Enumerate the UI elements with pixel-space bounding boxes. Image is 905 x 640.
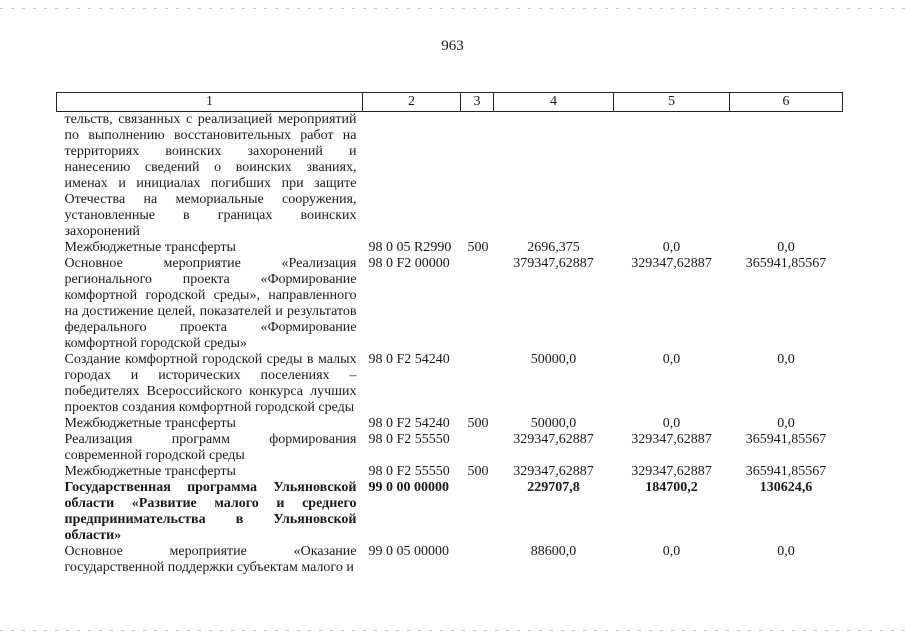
row-amount-1: 379347,62887 — [513, 256, 594, 271]
scan-edge-top — [0, 8, 905, 9]
table-row — [57, 112, 843, 241]
row-amount-1: 2696,375 — [527, 240, 580, 255]
column-header: 4 — [494, 93, 614, 112]
row-amount-2: 329347,62887 — [631, 432, 712, 447]
table-row — [57, 544, 843, 576]
row-code-cell — [363, 112, 461, 241]
row-amount-3: 0,0 — [777, 352, 795, 367]
row-name-cell: Межбюджетные трансферты — [64, 240, 236, 255]
row-amount-3: 365941,85567 — [745, 432, 827, 447]
row-name-cell: Реализация программ формирования современной городской среды — [64, 432, 357, 463]
row-amount-2: 329347,62887 — [631, 256, 712, 271]
row-amount-3: 365941,85567 — [745, 464, 827, 479]
row-code-cell: 98 0 F2 55550 — [368, 464, 450, 479]
row-code-cell: 99 0 05 00000 — [368, 544, 449, 559]
row-amount-1: 88600,0 — [530, 544, 577, 559]
row-vr-cell: 500 — [467, 240, 489, 255]
row-vr-cell — [461, 352, 494, 416]
row-vr-cell: 500 — [467, 416, 489, 431]
row-amount-2: 0,0 — [662, 416, 681, 431]
row-vr-cell — [461, 256, 494, 352]
row-amount-1: 50000,0 — [530, 416, 577, 431]
budget-table — [56, 92, 843, 576]
row-amount-1: 329347,62887 — [513, 432, 594, 447]
row-vr-cell — [461, 480, 494, 544]
table-row — [57, 256, 843, 352]
row-amount-2: 0,0 — [662, 352, 681, 367]
table-row — [57, 432, 843, 464]
row-code-cell: 98 0 F2 54240 — [368, 416, 450, 431]
table-row — [57, 480, 843, 544]
row-vr-cell — [461, 544, 494, 576]
row-code-cell: 99 0 00 00000 — [368, 480, 449, 495]
row-amount-1: 229707,8 — [527, 480, 580, 495]
column-header: 5 — [614, 93, 730, 112]
table-row — [57, 240, 843, 256]
row-code-cell: 98 0 F2 54240 — [368, 352, 450, 367]
row-amount-2: 0,0 — [662, 544, 681, 559]
row-name-cell: Межбюджетные трансферты — [64, 416, 236, 431]
row-amount-2 — [614, 112, 730, 241]
row-amount-1 — [494, 112, 614, 241]
row-amount-3: 0,0 — [777, 416, 795, 431]
row-vr-cell — [461, 112, 494, 241]
row-name-cell: тельств, связанных с реализацией мероприятий по выполнению восстановительных работ на территориях воинских захоронений и нанесению сведений о воинских званиях, именах и инициалах погибших при защите Отечества на мемориальные сооружения, установленные в границах воинских захоронений — [64, 112, 357, 239]
table-header-row — [57, 93, 843, 112]
row-amount-1: 50000,0 — [530, 352, 577, 367]
row-amount-2: 329347,62887 — [631, 464, 712, 479]
page-number: 963 — [441, 38, 464, 54]
row-amount-3: 365941,85567 — [745, 256, 827, 271]
row-amount-2: 184700,2 — [645, 480, 698, 495]
row-code-cell: 98 0 F2 00000 — [368, 256, 450, 271]
row-amount-3: 130624,6 — [759, 480, 813, 495]
row-code-cell: 98 0 F2 55550 — [368, 432, 450, 447]
row-amount-3: 0,0 — [777, 544, 795, 559]
row-amount-3: 0,0 — [777, 240, 795, 255]
row-name-cell: Создание комфортной городской среды в малых городах и исторических поселениях – победителях Всероссийского конкурса лучших проектов создания комфортной городской среды — [64, 352, 357, 415]
column-header: 1 — [57, 93, 363, 112]
row-name-cell: Основное мероприятие «Оказание государственной поддержки субъектам малого и — [64, 544, 357, 575]
row-amount-2: 0,0 — [662, 240, 681, 255]
table-row — [57, 464, 843, 480]
row-vr-cell: 500 — [467, 464, 489, 479]
table-row — [57, 352, 843, 416]
scan-edge-bottom — [0, 630, 905, 631]
column-header: 3 — [461, 93, 494, 112]
row-code-cell: 98 0 05 R2990 — [368, 240, 452, 255]
table-row — [57, 416, 843, 432]
column-header: 6 — [730, 93, 843, 112]
row-name-cell: Основное мероприятие «Реализация регионального проекта «Формирование комфортной городской среды», направленного на достижение целей, показателей и результатов федерального проекта «Формирование комфортной городской среды» — [64, 256, 357, 351]
row-vr-cell — [461, 432, 494, 464]
row-name-cell: Межбюджетные трансферты — [64, 464, 236, 479]
row-amount-1: 329347,62887 — [513, 464, 594, 479]
row-name-cell: Государственная программа Ульяновской области «Развитие малого и среднего предпринимательства в Ульяновской области» — [64, 480, 357, 543]
column-header: 2 — [363, 93, 461, 112]
row-amount-3 — [730, 112, 843, 241]
